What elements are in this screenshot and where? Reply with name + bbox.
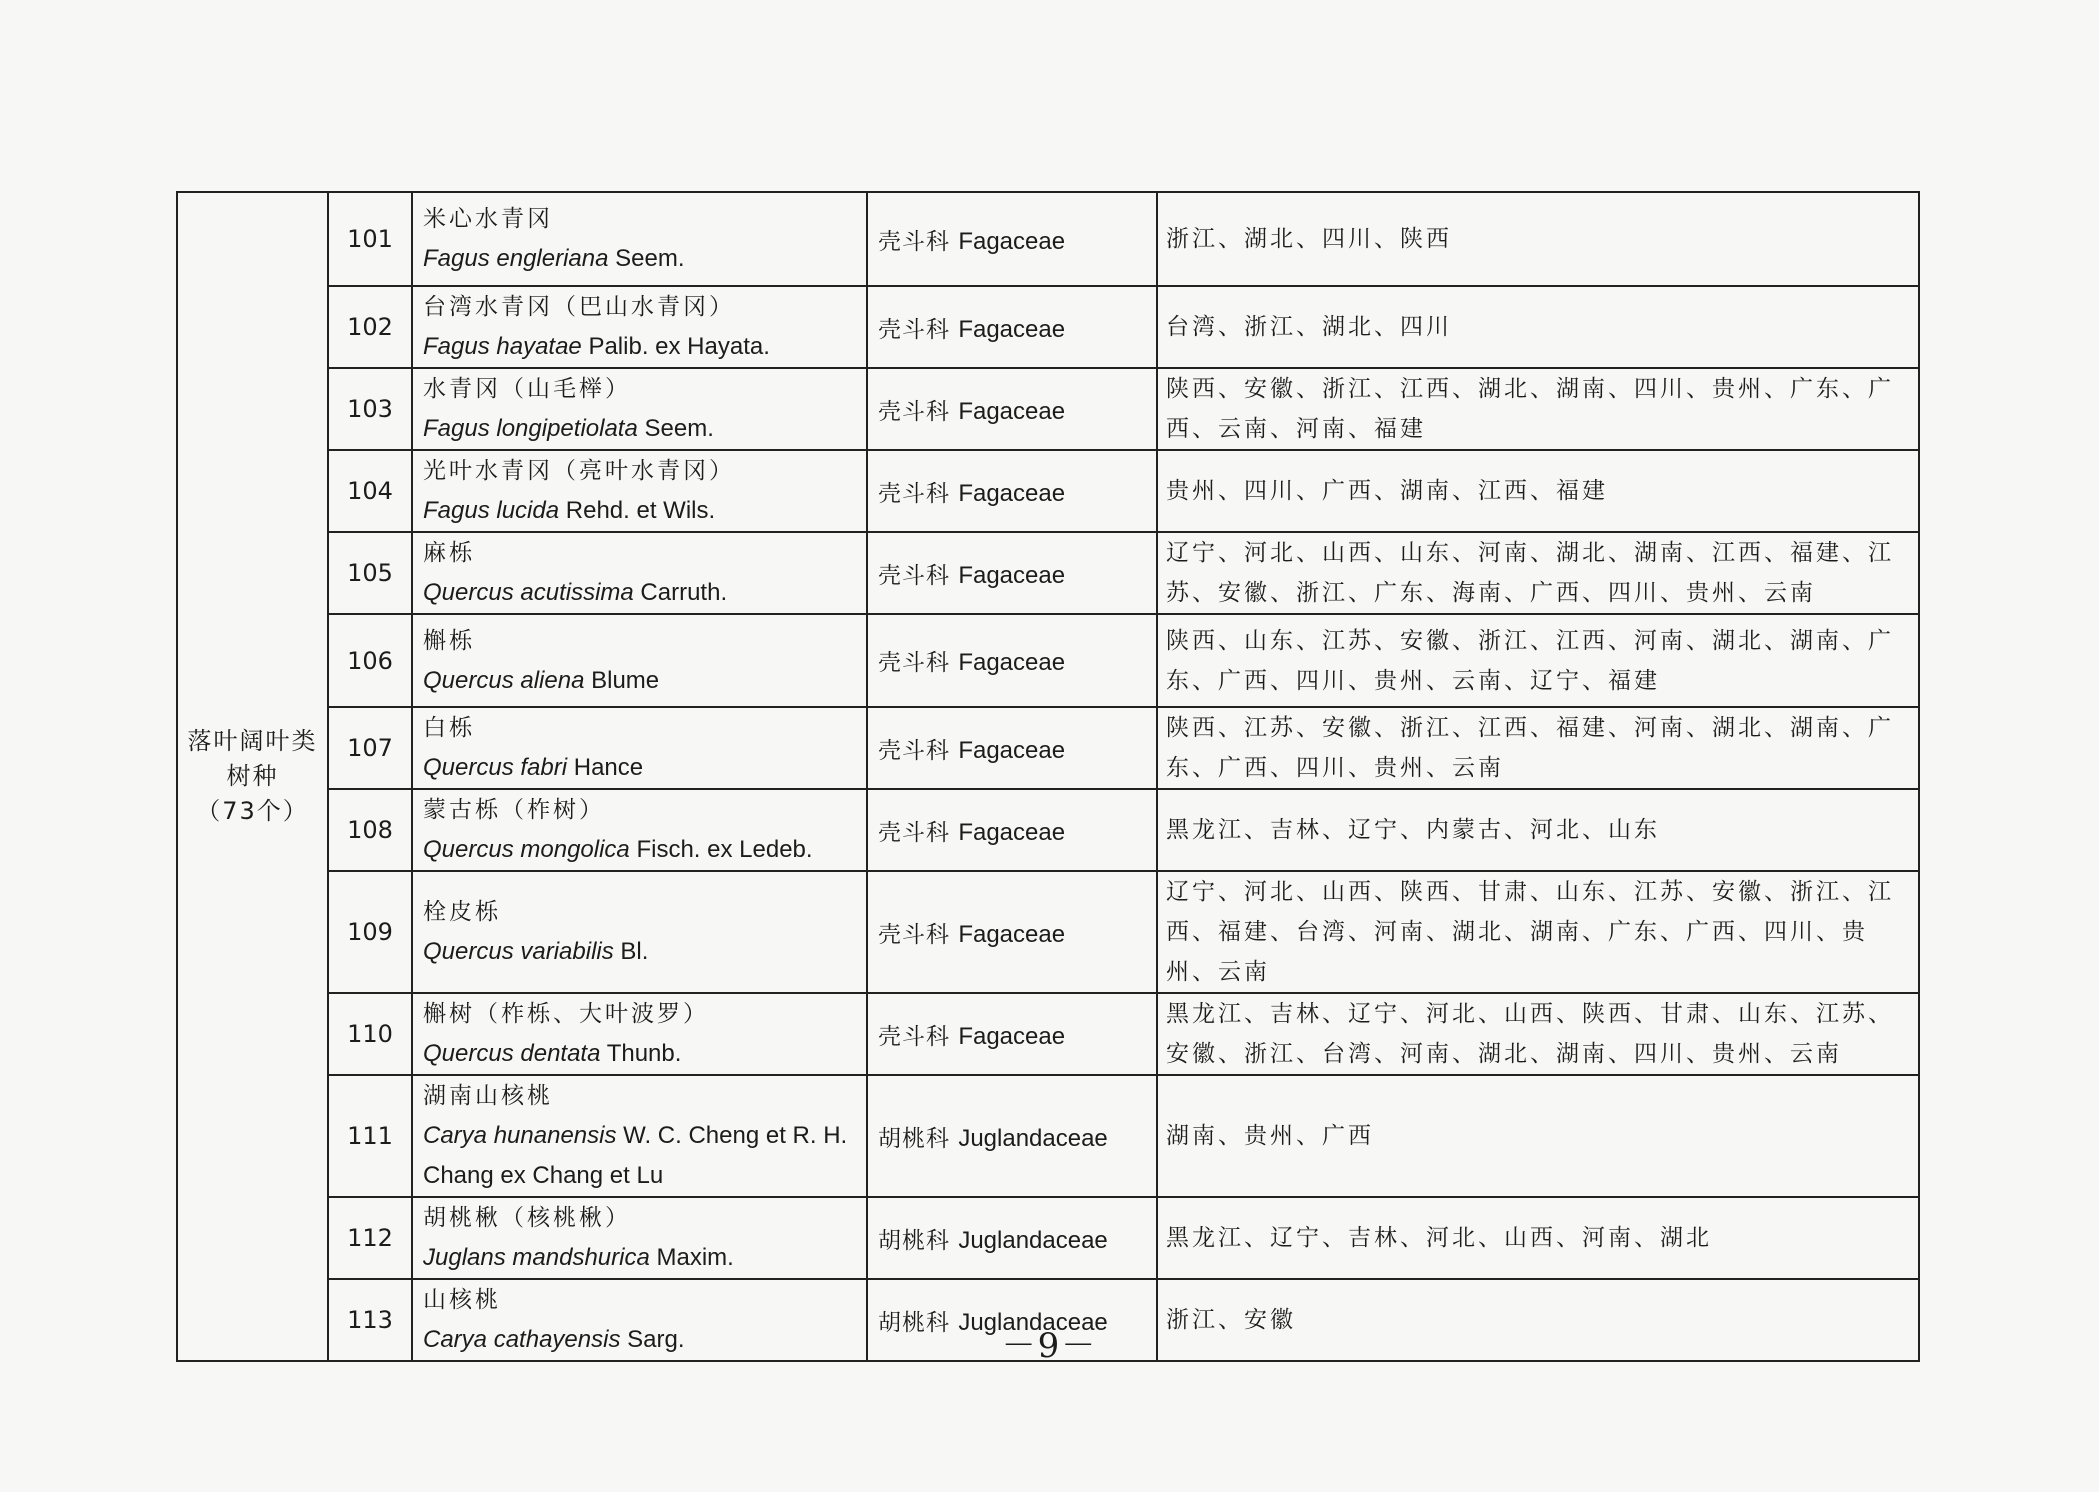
family-cn: 壳斗科 (878, 1023, 950, 1050)
species-epithet: variabilis (520, 938, 614, 965)
family-cell (867, 532, 1157, 614)
distribution-cell: 辽宁、河北、山西、山东、河南、湖北、湖南、江西、福建、江苏、安徽、浙江、广东、海南、广西、四川、贵州、云南 (1157, 532, 1919, 614)
authority: Seem. (615, 245, 685, 272)
category-cell (177, 192, 328, 1361)
distribution-cell: 陕西、山东、江苏、安徽、浙江、江西、河南、湖北、湖南、广东、广西、四川、贵州、云南、辽宁、福建 (1157, 614, 1919, 707)
species-epithet: dentata (520, 1040, 601, 1067)
row-number: 111 (328, 1075, 412, 1197)
family-cn: 壳斗科 (878, 480, 950, 507)
scientific-name (423, 1034, 866, 1074)
scientific-name (423, 1116, 866, 1196)
table-row (177, 450, 1919, 532)
family-latin: Fagaceae (958, 818, 1066, 846)
genus: Quercus (423, 666, 514, 694)
scientific-name (423, 661, 866, 701)
chinese-name: 麻栎 (423, 540, 475, 566)
family-cell (867, 192, 1157, 286)
genus: Quercus (423, 754, 514, 781)
family-cell (867, 707, 1157, 789)
chinese-name: 光叶水青冈（亮叶水青冈） (423, 458, 735, 484)
species-name-cell (412, 993, 867, 1075)
row-number: 108 (328, 789, 412, 871)
chinese-name: 米心水青冈 (423, 206, 553, 232)
species-name-cell (412, 614, 867, 707)
category-line-2: 树种 (226, 762, 279, 790)
row-number: 110 (328, 993, 412, 1075)
family-latin: Juglandaceae (958, 1226, 1108, 1254)
family-latin: Fagaceae (958, 1022, 1066, 1050)
scientific-name (423, 491, 866, 531)
species-epithet: mandshurica (512, 1244, 650, 1271)
category-count: （73个） (196, 797, 309, 825)
scientific-name (423, 932, 866, 972)
chinese-name: 山核桃 (423, 1287, 501, 1313)
species-epithet: lucida (496, 497, 560, 524)
species-name-cell (412, 286, 867, 368)
authority: Blume (591, 666, 660, 694)
genus: Carya (423, 1122, 488, 1149)
species-name-cell (412, 532, 867, 614)
row-number: 101 (328, 192, 412, 286)
family-cell (867, 1075, 1157, 1197)
authority: Carruth. (640, 579, 728, 606)
row-number: 104 (328, 450, 412, 532)
authority: Sarg. (627, 1326, 685, 1353)
authority: Thunb. (606, 1040, 682, 1067)
species-epithet: longipetiolata (496, 415, 638, 442)
authority: Palib. ex Hayata. (588, 333, 770, 360)
distribution-cell: 浙江、安徽 (1157, 1279, 1919, 1361)
species-name-cell (412, 1075, 867, 1197)
species-table (176, 191, 1920, 1362)
family-latin: Fagaceae (958, 736, 1066, 764)
scientific-name (423, 409, 866, 449)
row-number: 106 (328, 614, 412, 707)
species-epithet: fabri (520, 754, 568, 781)
scientific-name (423, 573, 866, 613)
chinese-name: 栓皮栎 (423, 899, 501, 925)
species-name-cell (412, 368, 867, 450)
distribution-cell: 贵州、四川、广西、湖南、江西、福建 (1157, 450, 1919, 532)
chinese-name: 槲树（柞栎、大叶波罗） (423, 1001, 709, 1027)
chinese-name: 槲栎 (423, 627, 475, 654)
genus: Quercus (423, 836, 514, 863)
table-row (177, 192, 1919, 286)
genus: Quercus (423, 579, 514, 606)
table-row (177, 614, 1919, 707)
table-row (177, 707, 1919, 789)
family-cell (867, 450, 1157, 532)
chinese-name: 蒙古栎（柞树） (423, 797, 605, 823)
species-name-cell (412, 1197, 867, 1279)
distribution-cell: 黑龙江、吉林、辽宁、内蒙古、河北、山东 (1157, 789, 1919, 871)
category-line-1: 落叶阔叶类 (187, 727, 318, 755)
authority: W. C. Cheng et R. H. Chang ex Chang et Lu (423, 1122, 848, 1189)
family-cn: 壳斗科 (878, 819, 950, 846)
distribution-cell: 浙江、湖北、四川、陕西 (1157, 192, 1919, 286)
row-number: 103 (328, 368, 412, 450)
distribution-cell: 辽宁、河北、山西、陕西、甘肃、山东、江苏、安徽、浙江、江西、福建、台湾、河南、湖北、湖南、广东、广西、四川、贵州、云南 (1157, 871, 1919, 993)
family-cn: 壳斗科 (878, 562, 950, 589)
genus: Fagus (423, 245, 490, 272)
row-number: 107 (328, 707, 412, 789)
row-number: 105 (328, 532, 412, 614)
species-name-cell (412, 192, 867, 286)
family-latin: Fagaceae (958, 227, 1066, 255)
scientific-name (423, 748, 866, 788)
chinese-name: 台湾水青冈（巴山水青冈） (423, 294, 735, 320)
family-cell (867, 368, 1157, 450)
family-cn: 壳斗科 (878, 650, 950, 676)
species-epithet: engleriana (496, 245, 609, 272)
chinese-name: 胡桃楸（核桃楸） (423, 1205, 631, 1231)
distribution-cell: 陕西、江苏、安徽、浙江、江西、福建、河南、湖北、湖南、广东、广西、四川、贵州、云南 (1157, 707, 1919, 789)
table-row (177, 286, 1919, 368)
family-cn: 胡桃科 (878, 1309, 950, 1336)
family-latin: Fagaceae (958, 649, 1066, 676)
species-epithet: cathayensis (493, 1326, 621, 1353)
species-name-cell (412, 707, 867, 789)
genus: Fagus (423, 333, 490, 360)
authority: Rehd. et Wils. (565, 497, 716, 524)
genus: Fagus (423, 415, 490, 442)
authority: Fisch. ex Ledeb. (636, 836, 813, 863)
scientific-name (423, 1238, 866, 1278)
genus: Juglans (423, 1244, 506, 1271)
family-cn: 壳斗科 (878, 921, 950, 948)
species-name-cell (412, 871, 867, 993)
table-row (177, 993, 1919, 1075)
family-latin: Fagaceae (958, 920, 1066, 948)
scientific-name (423, 239, 866, 279)
family-cell (867, 789, 1157, 871)
family-cell (867, 993, 1157, 1075)
species-epithet: hunanensis (493, 1122, 617, 1149)
row-number: 113 (328, 1279, 412, 1361)
authority: Hance (573, 754, 644, 781)
scientific-name (423, 327, 866, 367)
row-number: 109 (328, 871, 412, 993)
family-cell (867, 1197, 1157, 1279)
family-cn: 壳斗科 (878, 228, 950, 255)
chinese-name: 白栎 (423, 715, 475, 741)
species-epithet: aliena (520, 666, 585, 694)
genus: Quercus (423, 938, 514, 965)
chinese-name: 湖南山核桃 (423, 1083, 553, 1109)
table-row (177, 871, 1919, 993)
distribution-cell: 黑龙江、吉林、辽宁、河北、山西、陕西、甘肃、山东、江苏、安徽、浙江、台湾、河南、湖北、湖南、四川、贵州、云南 (1157, 993, 1919, 1075)
table-row (177, 1197, 1919, 1279)
family-cn: 胡桃科 (878, 1125, 950, 1152)
authority: Bl. (620, 938, 649, 965)
table-row (177, 1075, 1919, 1197)
family-cn: 壳斗科 (878, 398, 950, 425)
table-row (177, 368, 1919, 450)
table-row (177, 789, 1919, 871)
row-number: 112 (328, 1197, 412, 1279)
family-cell (867, 871, 1157, 993)
family-latin: Fagaceae (958, 397, 1066, 425)
family-latin: Juglandaceae (958, 1308, 1108, 1336)
scientific-name (423, 830, 866, 870)
family-cell (867, 286, 1157, 368)
distribution-cell: 台湾、浙江、湖北、四川 (1157, 286, 1919, 368)
authority: Seem. (644, 415, 714, 442)
distribution-cell: 陕西、安徽、浙江、江西、湖北、湖南、四川、贵州、广东、广西、云南、河南、福建 (1157, 368, 1919, 450)
distribution-cell: 湖南、贵州、广西 (1157, 1075, 1919, 1197)
genus: Quercus (423, 1040, 514, 1067)
authority: Maxim. (656, 1244, 734, 1271)
genus: Fagus (423, 497, 490, 524)
distribution-cell: 黑龙江、辽宁、吉林、河北、山西、河南、湖北 (1157, 1197, 1919, 1279)
family-cn: 壳斗科 (878, 737, 950, 764)
family-latin: Fagaceae (958, 479, 1066, 507)
family-latin: Fagaceae (958, 561, 1066, 589)
row-number: 102 (328, 286, 412, 368)
species-name-cell (412, 450, 867, 532)
genus: Carya (423, 1326, 488, 1353)
table-row (177, 532, 1919, 614)
family-latin: Juglandaceae (958, 1124, 1108, 1152)
species-epithet: hayatae (496, 333, 582, 360)
species-epithet: mongolica (520, 836, 630, 863)
page-number: －9－ (1001, 1326, 1098, 1366)
family-latin: Fagaceae (958, 315, 1066, 343)
family-cn: 胡桃科 (878, 1227, 950, 1254)
family-cn: 壳斗科 (878, 316, 950, 343)
species-epithet: acutissima (520, 579, 634, 606)
family-cell (867, 614, 1157, 707)
species-name-cell (412, 789, 867, 871)
chinese-name: 水青冈（山毛榉） (423, 376, 631, 402)
